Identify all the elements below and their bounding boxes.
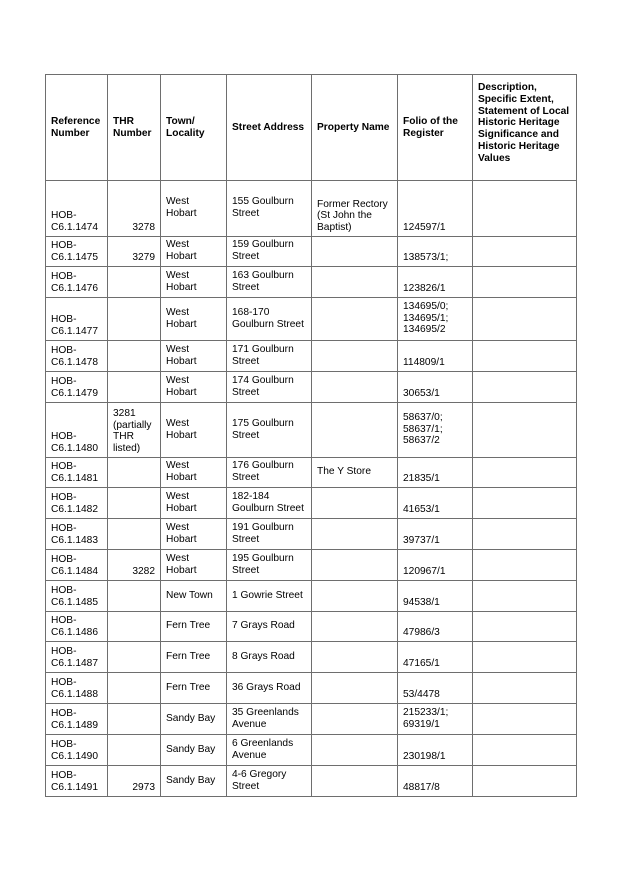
table-row [46,298,577,341]
property-name-cell [312,642,398,673]
thr-number-cell [108,673,161,704]
description-cell [473,519,577,550]
thr-number-cell [108,372,161,403]
property-name-cell [312,735,398,766]
town-cell: Fern Tree [161,612,227,642]
property-name-cell: Former Rectory (St John the Baptist) [312,181,398,237]
property-name-cell [312,372,398,403]
town-cell: West Hobart [161,550,227,581]
table-row [46,581,577,612]
folio-cell: 230198/1 [398,735,473,766]
thr-number-cell [108,298,161,341]
thr-number-cell: 3279 [108,237,161,267]
description-cell [473,642,577,673]
street-address-cell: 176 Goulburn Street [227,458,312,488]
folio-cell: 21835/1 [398,458,473,488]
town-cell: West Hobart [161,298,227,341]
town-cell: Sandy Bay [161,766,227,797]
description-cell [473,372,577,403]
property-name-cell [312,581,398,612]
folio-cell: 48817/8 [398,766,473,797]
reference-cell: HOB-C6.1.1485 [46,581,108,612]
property-name-cell [312,488,398,519]
reference-cell: HOB-C6.1.1490 [46,735,108,766]
town-cell: Fern Tree [161,673,227,704]
reference-cell: HOB-C6.1.1491 [46,766,108,797]
description-cell [473,704,577,735]
table-row [46,458,577,488]
folio-cell: 134695/0; 134695/1; 134695/2 [398,298,473,341]
street-address-cell: 7 Grays Road [227,612,312,642]
folio-cell: 123826/1 [398,267,473,298]
town-cell: West Hobart [161,181,227,237]
thr-number-cell: 3281 (partially THR listed) [108,403,161,458]
table-row [46,237,577,267]
thr-number-cell [108,519,161,550]
street-address-cell: 174 Goulburn Street [227,372,312,403]
description-cell [473,673,577,704]
street-address-cell: 4-6 Gregory Street [227,766,312,797]
header-thr: THR Number [108,75,161,181]
heritage-register-table [45,74,577,797]
description-cell [473,181,577,237]
reference-cell: HOB-C6.1.1481 [46,458,108,488]
description-cell [473,458,577,488]
street-address-cell: 191 Goulburn Street [227,519,312,550]
thr-number-cell [108,341,161,372]
description-cell [473,237,577,267]
town-cell: West Hobart [161,341,227,372]
table-header-row [46,75,577,181]
description-cell [473,581,577,612]
header-folio: Folio of the Register [398,75,473,181]
town-cell: New Town [161,581,227,612]
table-row [46,181,577,237]
property-name-cell [312,550,398,581]
town-cell: West Hobart [161,237,227,267]
table-row [46,550,577,581]
reference-cell: HOB-C6.1.1486 [46,612,108,642]
reference-cell: HOB-C6.1.1482 [46,488,108,519]
header-description: Description, Specific Extent, Statement of Local Historic Heritage Significance and Historic Heritage Values [473,75,577,181]
folio-cell: 47165/1 [398,642,473,673]
reference-cell: HOB-C6.1.1477 [46,298,108,341]
thr-number-cell [108,735,161,766]
description-cell [473,766,577,797]
property-name-cell [312,673,398,704]
property-name-cell [312,341,398,372]
table-row [46,519,577,550]
reference-cell: HOB-C6.1.1483 [46,519,108,550]
street-address-cell: 195 Goulburn Street [227,550,312,581]
property-name-cell [312,267,398,298]
town-cell: Sandy Bay [161,735,227,766]
town-cell: West Hobart [161,267,227,298]
thr-number-cell: 2973 [108,766,161,797]
street-address-cell: 6 Greenlands Avenue [227,735,312,766]
street-address-cell: 155 Goulburn Street [227,181,312,237]
folio-cell: 94538/1 [398,581,473,612]
table-body [46,181,577,797]
header-street: Street Address [227,75,312,181]
folio-cell: 30653/1 [398,372,473,403]
property-name-cell [312,237,398,267]
folio-cell: 58637/0; 58637/1; 58637/2 [398,403,473,458]
description-cell [473,735,577,766]
table-row [46,735,577,766]
folio-cell: 47986/3 [398,612,473,642]
street-address-cell: 168-170 Goulburn Street [227,298,312,341]
folio-cell: 39737/1 [398,519,473,550]
property-name-cell [312,704,398,735]
header-reference: Reference Number [46,75,108,181]
street-address-cell: 171 Goulburn Street [227,341,312,372]
street-address-cell: 1 Gowrie Street [227,581,312,612]
folio-cell: 138573/1; [398,237,473,267]
street-address-cell: 182-184 Goulburn Street [227,488,312,519]
thr-number-cell [108,581,161,612]
header-town: Town/ Locality [161,75,227,181]
reference-cell: HOB-C6.1.1478 [46,341,108,372]
property-name-cell [312,766,398,797]
street-address-cell: 175 Goulburn Street [227,403,312,458]
thr-number-cell: 3278 [108,181,161,237]
description-cell [473,550,577,581]
town-cell: West Hobart [161,403,227,458]
table-row [46,488,577,519]
table-row [46,403,577,458]
table-row [46,267,577,298]
town-cell: West Hobart [161,519,227,550]
header-property: Property Name [312,75,398,181]
thr-number-cell [108,704,161,735]
description-cell [473,612,577,642]
folio-cell: 114809/1 [398,341,473,372]
folio-cell: 120967/1 [398,550,473,581]
table-row [46,673,577,704]
table-row [46,704,577,735]
street-address-cell: 35 Greenlands Avenue [227,704,312,735]
reference-cell: HOB-C6.1.1475 [46,237,108,267]
street-address-cell: 163 Goulburn Street [227,267,312,298]
town-cell: West Hobart [161,458,227,488]
folio-cell: 215233/1; 69319/1 [398,704,473,735]
thr-number-cell [108,642,161,673]
reference-cell: HOB-C6.1.1489 [46,704,108,735]
reference-cell: HOB-C6.1.1480 [46,403,108,458]
street-address-cell: 8 Grays Road [227,642,312,673]
thr-number-cell [108,612,161,642]
table-row [46,372,577,403]
folio-cell: 124597/1 [398,181,473,237]
property-name-cell [312,298,398,341]
folio-cell: 41653/1 [398,488,473,519]
property-name-cell: The Y Store [312,458,398,488]
town-cell: Fern Tree [161,642,227,673]
thr-number-cell [108,458,161,488]
reference-cell: HOB-C6.1.1488 [46,673,108,704]
street-address-cell: 36 Grays Road [227,673,312,704]
town-cell: West Hobart [161,488,227,519]
reference-cell: HOB-C6.1.1487 [46,642,108,673]
property-name-cell [312,612,398,642]
description-cell [473,341,577,372]
description-cell [473,267,577,298]
town-cell: Sandy Bay [161,704,227,735]
town-cell: West Hobart [161,372,227,403]
reference-cell: HOB-C6.1.1474 [46,181,108,237]
thr-number-cell [108,267,161,298]
reference-cell: HOB-C6.1.1484 [46,550,108,581]
description-cell [473,403,577,458]
table-row [46,341,577,372]
table-row [46,642,577,673]
description-cell [473,488,577,519]
reference-cell: HOB-C6.1.1479 [46,372,108,403]
property-name-cell [312,519,398,550]
thr-number-cell [108,488,161,519]
property-name-cell [312,403,398,458]
thr-number-cell: 3282 [108,550,161,581]
folio-cell: 53/4478 [398,673,473,704]
table-row [46,766,577,797]
description-cell [473,298,577,341]
reference-cell: HOB-C6.1.1476 [46,267,108,298]
table-row [46,612,577,642]
street-address-cell: 159 Goulburn Street [227,237,312,267]
